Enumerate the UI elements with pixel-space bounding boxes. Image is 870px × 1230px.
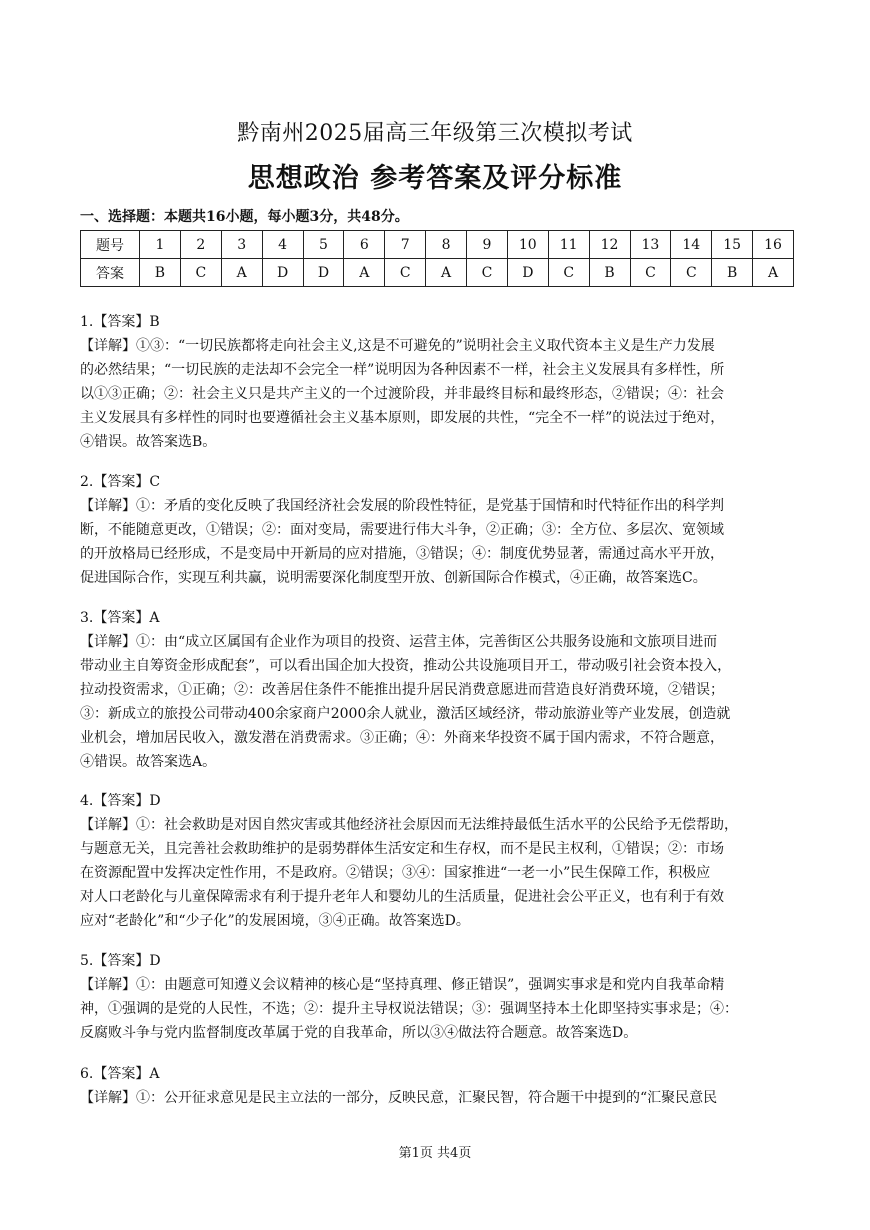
explanation-line: 【详解】①：由“成立区属国有企业作为项目的投资、运营主体，完善街区公共服务设施和文旅项目进而 (80, 634, 718, 650)
explanation-line: 主义发展具有多样性的同时也要遵循社会主义基本原则，即发展的共性，“完全不一样”的说法过于绝对， (80, 410, 725, 426)
explanation-line: 与题意无关，且完善社会救助维护的是弱势群体生活安定和生存权，而不是民主权利，①错误；②：市场 (80, 841, 724, 857)
explanation-line: ④错误。故答案选A。 (80, 754, 217, 770)
answer-item-2 (80, 470, 794, 590)
table-cell: 5 (303, 231, 344, 259)
section-heading: 一、选择题：本题共16小题，每小题3分，共48分。 (80, 209, 409, 225)
table-cell: 16 (753, 231, 794, 259)
table-cell: 11 (548, 231, 589, 259)
page-footer: 第1页 共4页 (398, 1146, 472, 1161)
table-cell: 8 (426, 231, 467, 259)
explanation-line: 【详解】①：公开征求意见是民主立法的一部分，反映民意，汇聚民智，符合题干中提到的“汇聚民意民 (80, 1090, 718, 1106)
row-label-number: 题号 (81, 231, 140, 259)
explanation-line: 带动业主自筹资金形成配套”，可以看出国企加大投资，推动公共设施项目开工，带动吸引社会资本投入， (80, 658, 732, 674)
document-subtitle: 思想政治 参考答案及评分标准 (247, 163, 623, 194)
table-cell: C (180, 259, 221, 287)
exam-title: 黔南州2025届高三年级第三次模拟考试 (237, 121, 633, 146)
answer-label: 2.【答案】C (80, 474, 161, 490)
table-cell: C (467, 259, 508, 287)
table-cell: 3 (221, 231, 262, 259)
table-cell: D (507, 259, 548, 287)
explanation-line: 应对“老龄化”和“少子化”的发展困境，③④正确。故答案选D。 (80, 913, 470, 929)
answer-label: 6.【答案】A (80, 1066, 160, 1082)
explanation-line: ③：新成立的旅投公司带动400余家商户2000余人就业，激活区域经济，带动旅游业等产业发展，创造就 (80, 706, 731, 722)
answer-item-3 (80, 606, 794, 774)
answer-table (80, 230, 794, 287)
question-number-row (81, 231, 794, 259)
table-cell: 7 (385, 231, 426, 259)
row-label-answer: 答案 (81, 259, 140, 287)
table-cell: 2 (180, 231, 221, 259)
explanation-line: 的必然结果；“一切民族的走法却不会完全一样”说明因为各种因素不一样，社会主义发展具有多样性，所 (80, 362, 725, 378)
explanation-line: 业机会，增加居民收入，激发潜在消费需求。③正确；④：外商来华投资不属于国内需求，不符合题意， (80, 730, 724, 746)
table-cell: A (753, 259, 794, 287)
table-cell: 6 (344, 231, 385, 259)
answer-item-4 (80, 789, 794, 933)
table-cell: 15 (712, 231, 753, 259)
explanation-line: 在资源配置中发挥决定性作用，不是政府。②错误；③④：国家推进“一老一小”民生保障工作，积极应 (80, 865, 711, 881)
table-cell: C (385, 259, 426, 287)
table-cell: C (548, 259, 589, 287)
explanation-line: 拉动投资需求，①正确；②：改善居住条件不能推出提升居民消费意愿进而营造良好消费环境，②错误； (80, 682, 724, 698)
table-cell: 13 (630, 231, 671, 259)
explanation-line: 反腐败斗争与党内监督制度改革属于党的自我革命，所以③④做法符合题意。故答案选D。 (80, 1025, 638, 1041)
table-cell: 14 (671, 231, 712, 259)
explanation-line: 【详解】①：由题意可知遵义会议精神的核心是“坚持真理、修正错误”，强调实事求是和党内自我革命精 (80, 977, 725, 993)
answer-row (81, 259, 794, 287)
table-cell: 1 (140, 231, 181, 259)
table-cell: 4 (262, 231, 303, 259)
table-cell: 12 (589, 231, 630, 259)
table-cell: D (262, 259, 303, 287)
table-cell: A (426, 259, 467, 287)
explanation-line: 对人口老龄化与儿童保障需求有利于提升老年人和婴幼儿的生活质量，促进社会公平正义，也有利于有效 (80, 889, 724, 905)
table-cell: A (344, 259, 385, 287)
answer-label: 4.【答案】D (80, 793, 161, 809)
answer-label: 5.【答案】D (80, 953, 161, 969)
explanation-line: 断，不能随意更改，①错误；②：面对变局，需要进行伟大斗争，②正确；③：全方位、多层次、宽领域 (80, 522, 724, 538)
table-cell: 9 (467, 231, 508, 259)
answer-item-5 (80, 949, 794, 1045)
explanation-line: 【详解】①③：“一切民族都将走向社会主义,这是不可避免的”说明社会主义取代资本主义是生产力发展 (80, 338, 715, 354)
answer-label: 3.【答案】A (80, 610, 160, 626)
answer-item-6 (80, 1062, 794, 1110)
table-cell: D (303, 259, 344, 287)
explanation-line: ④错误。故答案选B。 (80, 434, 217, 450)
table-cell: C (671, 259, 712, 287)
table-cell: B (140, 259, 181, 287)
explanation-line: 神，①强调的是党的人民性，不选；②：提升主导权说法错误；③：强调坚持本土化即坚持实事求是；④： (80, 1001, 738, 1017)
answer-label: 1.【答案】B (80, 314, 160, 330)
table-cell: 10 (507, 231, 548, 259)
explanation-line: 促进国际合作，实现互利共赢，说明需要深化制度型开放、创新国际合作模式，④正确，故答案选C。 (80, 570, 707, 586)
answer-item-1 (80, 310, 794, 454)
explanation-line: 【详解】①：社会救助是对因自然灾害或其他经济社会原因而无法维持最低生活水平的公民给予无偿帮助， (80, 817, 738, 833)
table-cell: C (630, 259, 671, 287)
explanation-line: 以①③正确；②：社会主义只是共产主义的一个过渡阶段，并非最终目标和最终形态，②错误；④：社会 (80, 386, 724, 402)
explanation-line: 【详解】①：矛盾的变化反映了我国经济社会发展的阶段性特征，是党基于国情和时代特征作出的科学判 (80, 498, 724, 514)
table-cell: A (221, 259, 262, 287)
table-cell: B (589, 259, 630, 287)
table-cell: B (712, 259, 753, 287)
explanation-line: 的开放格局已经形成，不是变局中开新局的应对措施，③错误；④：制度优势显著，需通过高水平开放， (80, 546, 724, 562)
